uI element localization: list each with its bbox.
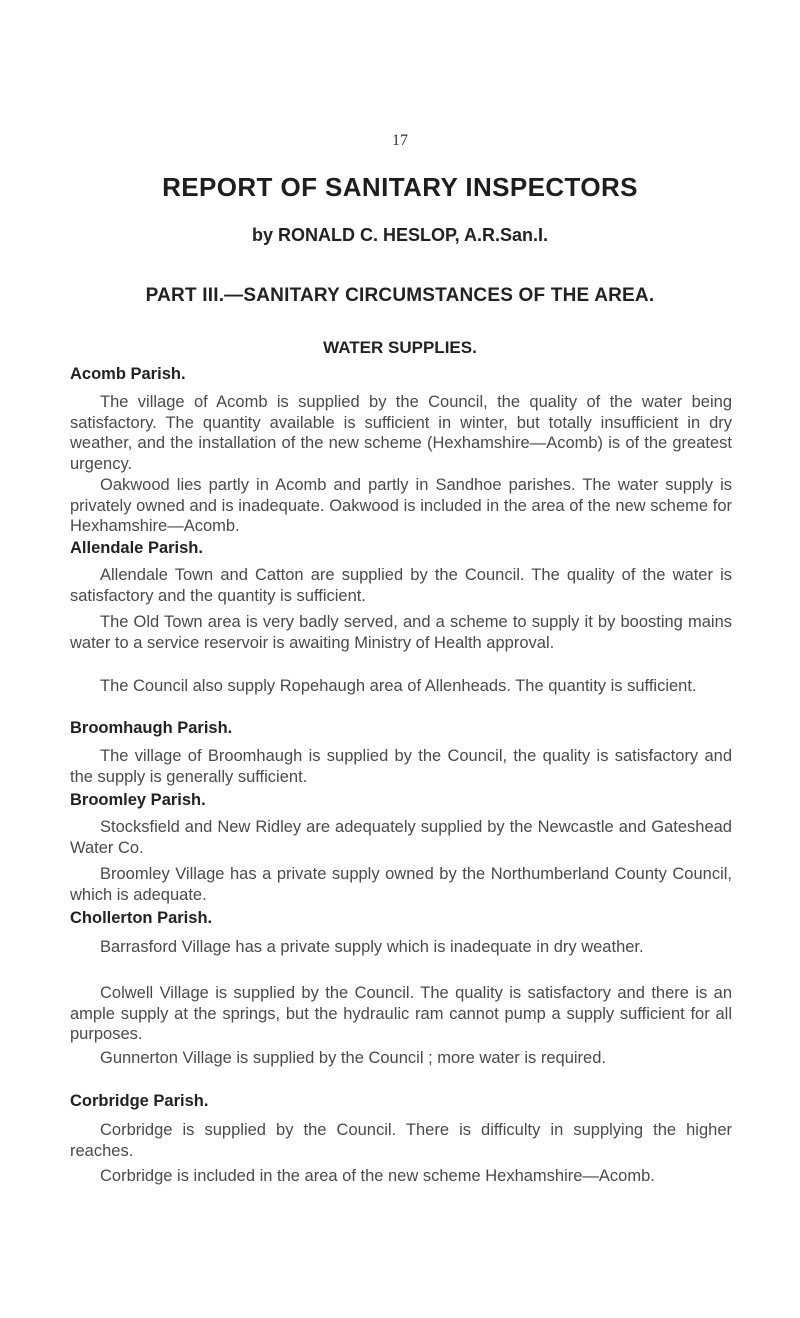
paragraph-chollerton-2: Colwell Village is supplied by the Council. The quality is satisfactory and there is an ample supply at the springs, but the hydraulic ram cannot pump a supply sufficient for all purposes. xyxy=(70,984,732,1043)
paragraph-broomhaugh-1: The village of Broomhaugh is supplied by the Council, the quality is satisfactory and the supply is generally sufficient. xyxy=(70,747,732,786)
byline: by RONALD C. HESLOP, A.R.San.I. xyxy=(251,225,549,245)
report-title: REPORT OF SANITARY INSPECTORS xyxy=(162,172,638,202)
paragraph-allendale-1: Allendale Town and Catton are supplied by the Council. The quality of the water is satisfactory and the quantity is sufficient. xyxy=(70,566,732,605)
page-number: 17 xyxy=(392,132,408,149)
paragraph-allendale-2: The Old Town area is very badly served, and a scheme to supply it by boosting mains water to a service reservoir is awaiting Ministry of Health approval. xyxy=(70,613,732,652)
part-heading: PART III.—SANITARY CIRCUMSTANCES OF THE AREA. xyxy=(145,285,655,306)
paragraph-corbridge-2: Corbridge is included in the area of the new scheme Hexhamshire—Acomb. xyxy=(100,1167,655,1185)
parish-heading-chollerton: Chollerton Parish. xyxy=(70,909,213,927)
paragraph-chollerton-1: Barrasford Village has a private supply which is inadequate in dry weather. xyxy=(100,938,644,956)
paragraph-broomley-1: Stocksfield and New Ridley are adequately supplied by the Newcastle and Gateshead Water Co. xyxy=(70,818,732,857)
paragraph-broomley-2: Broomley Village has a private supply owned by the Northumberland County Council, which is adequate. xyxy=(70,865,732,904)
paragraph-acomb-1: The village of Acomb is supplied by the Council, the quality of the water being satisfactory. The quantity available is sufficient in winter, but totally insufficient in dry weather, and the installation of the new scheme (Hexhamshire—Acomb) is of the greatest urgency. xyxy=(70,393,732,473)
section-heading: WATER SUPPLIES. xyxy=(323,338,477,357)
paragraph-corbridge-1: Corbridge is supplied by the Council. There is difficulty in supplying the higher reaches. xyxy=(70,1121,732,1160)
paragraph-chollerton-3: Gunnerton Village is supplied by the Council ; more water is required. xyxy=(100,1049,606,1067)
paragraph-allendale-3: The Council also supply Ropehaugh area of Allenheads. The quantity is sufficient. xyxy=(100,677,697,695)
paragraph-acomb-2: Oakwood lies partly in Acomb and partly in Sandhoe parishes. The water supply is privately owned and is inadequate. Oakwood is included in the area of the new scheme for Hexhamshire—Acomb. xyxy=(70,476,732,535)
parish-heading-broomhaugh: Broomhaugh Parish. xyxy=(70,719,233,737)
parish-heading-broomley: Broomley Parish. xyxy=(70,791,206,809)
parish-heading-acomb: Acomb Parish. xyxy=(70,365,186,383)
parish-heading-allendale: Allendale Parish. xyxy=(70,539,203,557)
parish-heading-corbridge: Corbridge Parish. xyxy=(70,1092,209,1110)
